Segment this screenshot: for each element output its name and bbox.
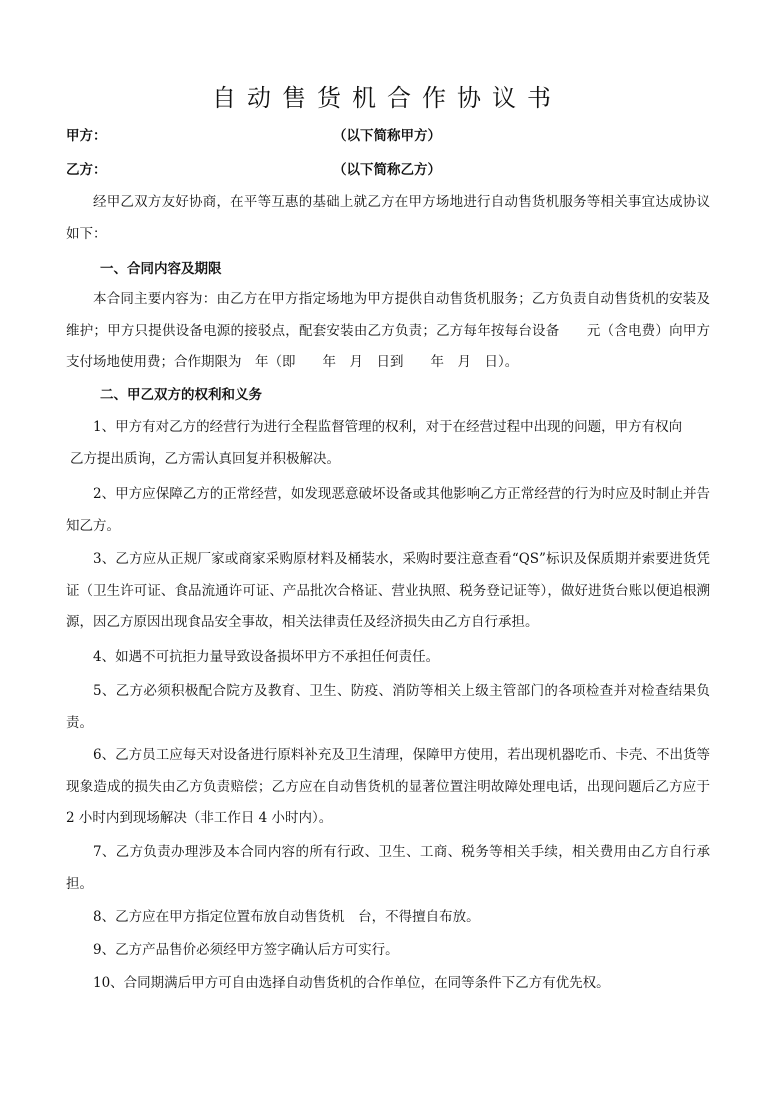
party-b-label: 乙方： (66, 162, 107, 178)
clause-9: 9、乙方产品售价必须经甲方签字确认后方可实行。 (93, 942, 399, 958)
document-title: 自动售货机合作协议书 (212, 84, 562, 112)
clause-7: 7、乙方负责办理涉及本合同内容的所有行政、卫生、工商、税务等相关手续，相关费用由乙方自行承担。 (66, 844, 710, 892)
section-1-paragraph: 本合同主要内容为：由乙方在甲方指定场地为甲方提供自动售货机服务；乙方负责自动售货机的安装及维护；甲方只提供设备电源的接驳点，配套安装由乙方负责；乙方每年按每台设备 元（含电费）向甲方支付场地使用费；合作期限为 年（即 年 月 日到 年 月 日）。 (66, 291, 710, 370)
clause-2: 2、甲方应保障乙方的正常经营，如发现恶意破坏设备或其他影响乙方正常经营的行为时应及时制止并告知乙方。 (66, 486, 710, 534)
party-a-label: 甲方： (66, 128, 107, 144)
party-a-abbreviation: （以下简称甲方） (333, 128, 441, 144)
clause-3: 3、乙方应从正规厂家或商家采购原材料及桶装水，采购时要注意查看“QS”标识及保质期并索要进货凭证（卫生许可证、食品流通许可证、产品批次合格证、营业执照、税务登记证等），做好进货台账以便追根溯源，因乙方原因出现食品安全事故，相关法律责任及经济损失由乙方自行承担。 (66, 551, 710, 630)
clause-1 (66, 412, 710, 475)
clause-5: 5、乙方必须积极配合院方及教育、卫生、防疫、消防等相关上级主管部门的各项检查并对检查结果负责。 (66, 683, 710, 731)
party-b-abbreviation: （以下简称乙方） (333, 162, 441, 178)
section-1-heading: 一、合同内容及期限 (100, 261, 222, 277)
clause-6: 6、乙方员工应每天对设备进行原料补充及卫生清理，保障甲方使用，若出现机器吃币、卡壳、不出货等现象造成的损失由乙方负责赔偿；乙方应在自动售货机的显著位置注明故障处理电话，出现问题后乙方应于 2 小时内到现场解决（非工作日 4 小时内）。 (66, 747, 710, 826)
clause-1-line-2: 乙方提出质询，乙方需认真回复并积极解决。 (70, 450, 341, 467)
intro-paragraph: 经甲乙双方友好协商，在平等互惠的基础上就乙方在甲方场地进行自动售货机服务等相关事宜达成协议如下： (66, 194, 710, 242)
clause-10: 10、合同期满后甲方可自由选择自动售货机的合作单位，在同等条件下乙方有优先权。 (93, 975, 610, 991)
clause-8: 8、乙方应在甲方指定位置布放自动售货机 台，不得擅自布放。 (93, 909, 480, 925)
clause-1-line-1: 1、甲方有对乙方的经营行为进行全程监督管理的权利，对于在经营过程中出现的问题，甲方有权向 (93, 419, 683, 435)
party-b-line (66, 158, 706, 180)
party-a-line (66, 124, 706, 146)
section-2-heading: 二、甲乙双方的权利和义务 (100, 387, 262, 403)
clause-4: 4、如遇不可抗拒力量导致设备损坏甲方不承担任何责任。 (93, 649, 440, 665)
